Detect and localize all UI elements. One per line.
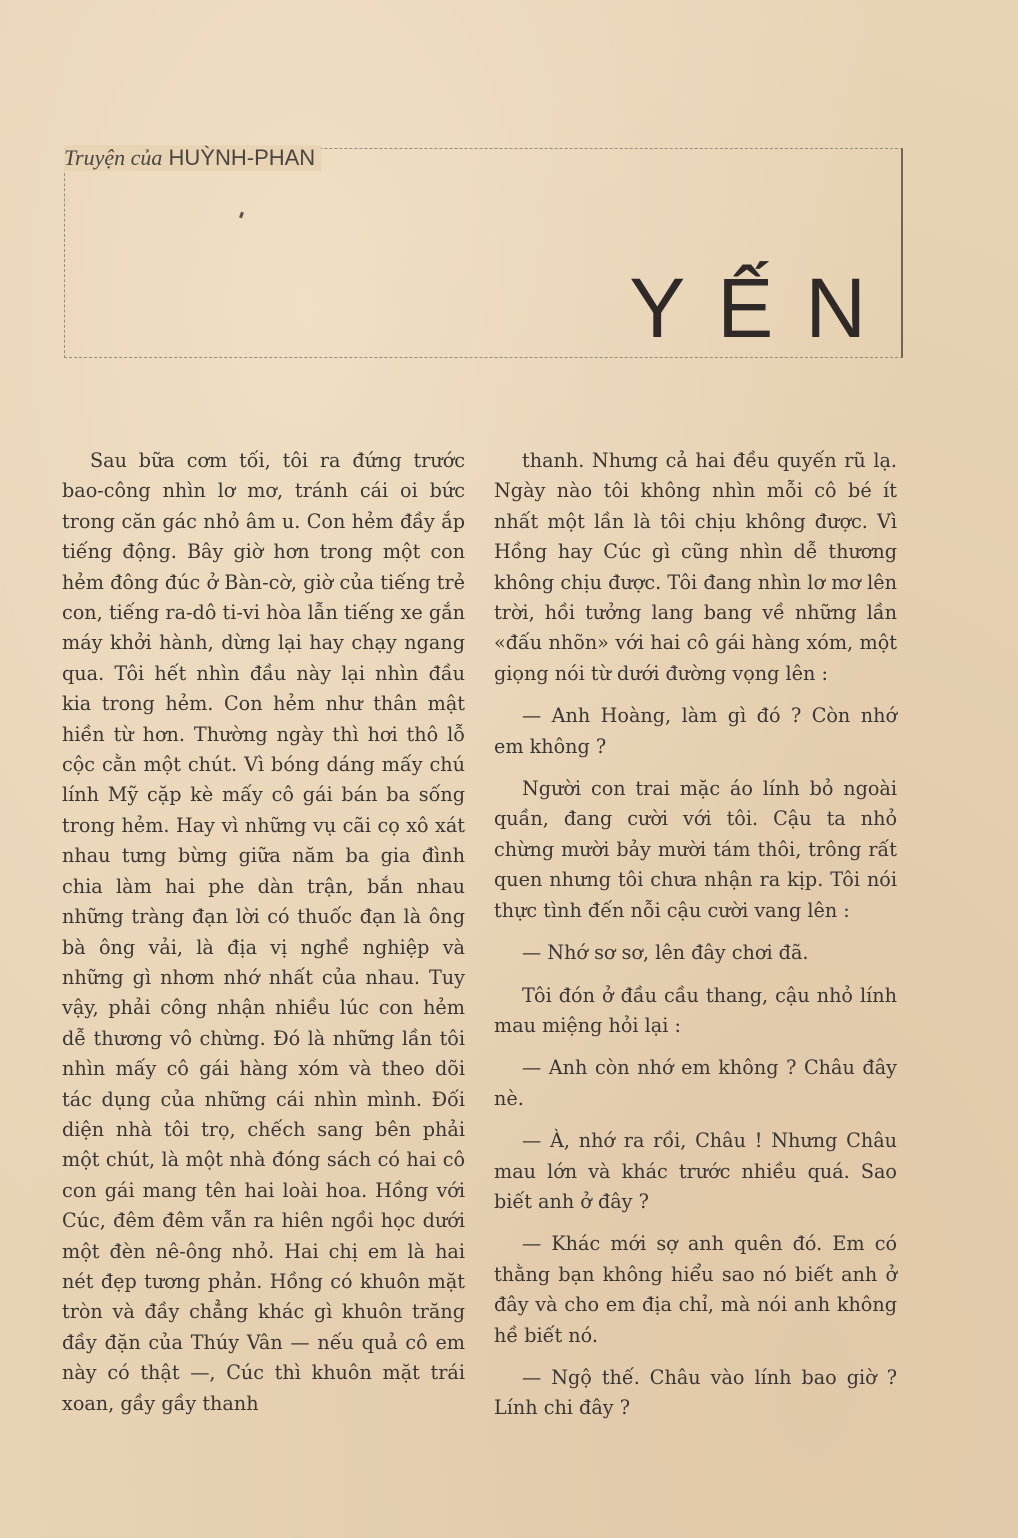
paragraph: thanh. Nhưng cả hai đều quyến rũ lạ. Ngày nào tôi không nhìn mỗi cô bé ít nhất một lần là tôi chịu không được. Vì Hồng hay Cúc gì cũng nhìn dễ thương không chịu được. Tôi đang nhìn lơ mơ lên trời, hồi tưởng lang bang về những lần «đấu nhõn» với hai cô gái hàng xóm, một giọng nói từ dưới đường vọng lên :: [494, 449, 897, 685]
dialogue-line: — Khác mới sợ anh quên đó. Em có thằng bạn không hiểu sao nó biết anh ở đây và cho em địa chỉ, mà nói anh không hề biết nó.: [494, 1232, 897, 1347]
byline-prefix: Truyện của: [64, 145, 163, 170]
dialogue-line: — À, nhớ ra rồi, Châu ! Nhưng Châu mau lớn và khác trước nhiều quá. Sao biết anh ở đây ?: [494, 1129, 897, 1213]
story-title: YẾN: [629, 261, 898, 355]
byline: [64, 145, 321, 171]
paragraph: Người con trai mặc áo lính bỏ ngoài quần, đang cười với tôi. Cậu ta nhỏ chừng mười bảy mười tám thôi, trông rất quen nhưng tôi chưa nhận ra kịp. Tôi nói thực tình đến nỗi cậu cười vang lên :: [494, 777, 897, 922]
left-column: [62, 446, 465, 1431]
paragraph: Tôi đón ở đầu cầu thang, cậu nhỏ lính mau miệng hỏi lại :: [494, 983, 897, 1037]
author-name: HUỲNH-PHAN: [168, 145, 316, 170]
dialogue-line: — Anh còn nhớ em không ? Châu đây nè.: [494, 1056, 897, 1110]
dialogue-line: — Anh Hoàng, làm gì đó ? Còn nhớ em không ?: [494, 704, 897, 758]
dialogue-line: — Nhớ sơ sơ, lên đây chơi đã.: [522, 941, 809, 965]
dialogue-line: — Ngộ thế. Châu vào lính bao giờ ? Lính chi đây ?: [494, 1365, 897, 1420]
right-column: [494, 446, 897, 1436]
paragraph: Sau bữa cơm tối, tôi ra đứng trước bao-công nhìn lơ mơ, tránh cái oi bức trong căn gác nhỏ âm u. Con hẻm đầy ắp tiếng động. Bây giờ hơn trong một con hẻm đông đúc ở Bàn-cờ, giờ của tiếng trẻ con, tiếng ra-dô ti-vi hòa lẫn tiếng xe gắn máy khởi hành, dừng lại hay chạy ngang qua. Tôi hết nhìn đầu này lại nhìn đầu kia trong hẻm. Con hẻm như thân mật hiền từ hơn. Thường ngày thì hơi thô lỗ cộc cằn một chút. Vì bóng dáng mấy chú lính Mỹ cặp kè mấy cô gái bán ba sống trong hẻm. Hay vì những vụ cãi cọ xô xát nhau tưng bừng giữa năm ba gia đình chia làm hai phe dàn trận, bắn nhau những tràng đạn lời có thuốc đạn là ông bà ông vải, là địa vị nghề nghiệp và những gì nhơm nhớ nhất của nhau. Tuy vậy, phải công nhận nhiều lúc con hẻm dễ thương vô chừng. Đó là những lần tôi nhìn mấy cô gái hàng xóm và theo dõi tác dụng của những cái nhìn mình. Đối diện nhà tôi trọ, chếch sang bên phải một chút, là một nhà đóng sách có hai cô con gái mang tên hai loài hoa. Hồng với Cúc, đêm đêm vẫn ra hiên ngồi học dưới một đèn nê-ông nhỏ. Hai chị em là hai nét đẹp tương phản. Hồng có khuôn mặt tròn và đầy chẳng khác gì khuôn trăng đầy đặn của Thúy Vân — nếu quả cô em này có thật —, Cúc thì khuôn mặt trái xoan, gầy gầy thanh: [62, 449, 465, 1415]
